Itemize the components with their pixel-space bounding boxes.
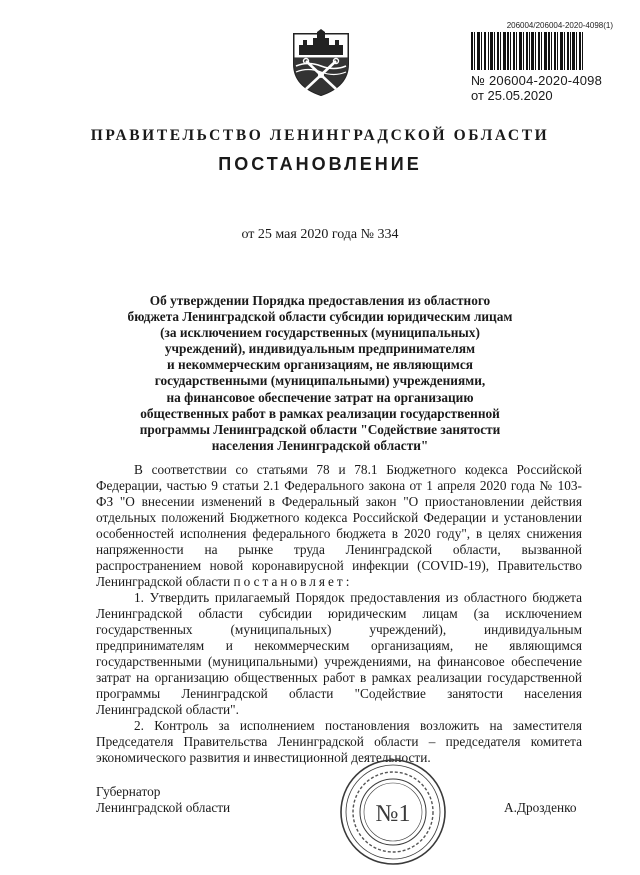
- position-line: Ленинградской области: [96, 800, 231, 815]
- official-seal-icon: [339, 758, 447, 866]
- seal-center-text: №1: [375, 801, 411, 827]
- decree-title: ПОСТАНОВЛЕНИЕ: [218, 154, 422, 174]
- decree-subject: [110, 293, 530, 454]
- item-2-paragraph: 2. Контроль за исполнением постановления возложить на заместителя Председателя Правительства Ленинградской области – председателя комитета экономического развития и инвестиционной деятельности.: [96, 718, 582, 765]
- subject-line: учреждений), индивидуальным предпринимателям: [164, 341, 476, 357]
- signatory-position: [96, 784, 230, 816]
- decree-body: [96, 462, 582, 766]
- subject-line: бюджета Ленинградской области субсидии юридическим лицам: [127, 309, 513, 325]
- barcode-icon: [471, 32, 583, 70]
- signatory-name: А.Дрозденко: [504, 800, 577, 815]
- preamble-paragraph: [96, 462, 582, 590]
- subject-line: программы Ленинградской области "Содействие занятости: [139, 421, 501, 437]
- position-line: Губернатор: [96, 784, 161, 799]
- document-id: 206004/206004-2020-4098(1): [506, 21, 613, 30]
- registration-block: [471, 32, 621, 103]
- subject-line: (за исключением государственных (муниципальных): [160, 325, 480, 341]
- subject-line: Об утверждении Порядка предоставления из областного: [149, 293, 491, 308]
- registration-number: № 206004-2020-4098: [471, 73, 603, 88]
- government-title: ПРАВИТЕЛЬСТВО ЛЕНИНГРАДСКОЙ ОБЛАСТИ: [90, 127, 550, 144]
- resolves-word: постановляет:: [233, 574, 353, 589]
- registration-date: от 25.05.2020: [471, 88, 553, 103]
- subject-line: на финансовое обеспечение затрат на организацию: [166, 389, 474, 405]
- decree-date-line: от 25 мая 2020 года № 334: [241, 227, 399, 242]
- subject-line: государственными (муниципальными) учреждениями,: [154, 373, 486, 389]
- subject-line: и некоммерческим организациям, не являющимся: [167, 357, 473, 373]
- subject-line: общественных работ в рамках реализации государственной: [140, 405, 500, 421]
- item-1-paragraph: 1. Утвердить прилагаемый Порядок предоставления из областного бюджета Ленинградской области субсидии юридическим лицам (за исключением государственных (муниципальных) учреждений), индивидуальным предпринимателям и некоммерческим организациям, не являющимся государственными (муниципальными) учреждениями, на финансовое обеспечение затрат на организацию общественных работ в рамках реализации государственной программы Ленинградской области "Содействие занятости населения Ленинградской области".: [96, 590, 582, 717]
- coat-of-arms-icon: [290, 28, 352, 98]
- preamble-text: В соответствии со статьями 78 и 78.1 Бюджетного кодекса Российской Федерации, частью 9 статьи 2.1 Федерального закона от 1 апреля 2020 года № 103-ФЗ "О внесении изменений в Федеральный закон "О приостановлении действия отдельных положений Бюджетного кодекса Российской Федерации и установлении особенностей исполнения федерального бюджета в 2020 году", в целях снижения напряженности на рынке труда Ленинградской области, вызванной распространением новой коронавирусной инфекции (COVID-19), Правительство Ленинградской области: [96, 462, 582, 589]
- subject-line: населения Ленинградской области": [211, 437, 429, 453]
